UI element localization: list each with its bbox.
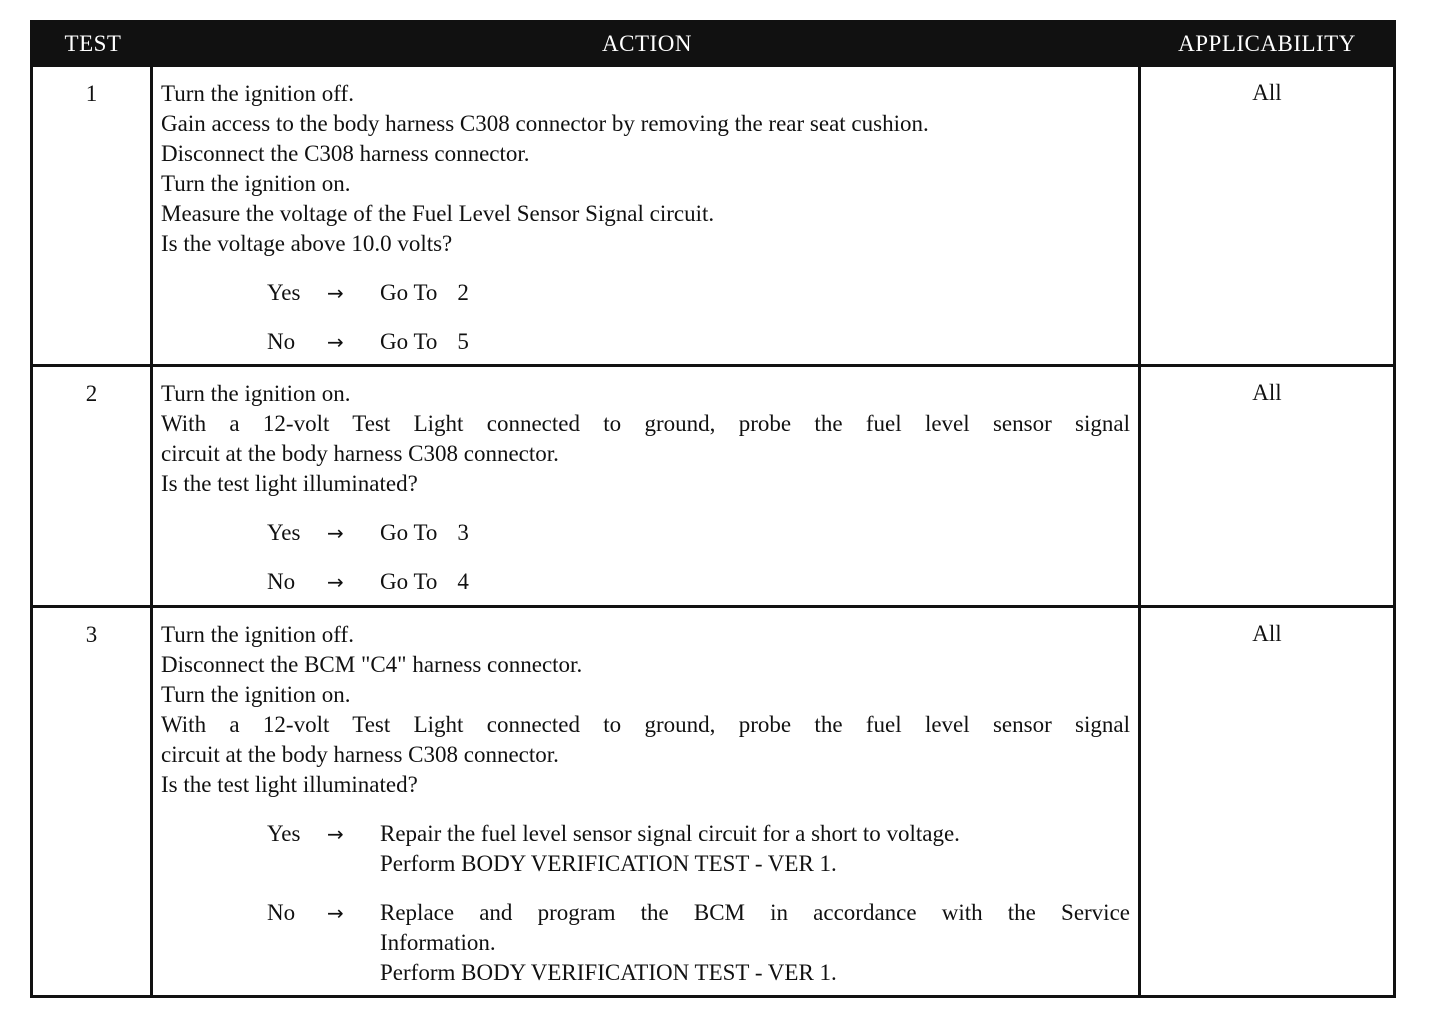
table-row — [33, 64, 1393, 364]
table-header — [33, 23, 1393, 64]
yes-branch — [267, 518, 1130, 548]
action-line: Turn the ignition off. — [161, 622, 354, 647]
header-action: ACTION — [602, 30, 692, 56]
goto-label: Go To — [380, 569, 438, 594]
action-line: Is the test light illuminated? — [161, 772, 418, 797]
outcome-line: Perform BODY VERIFICATION TEST - VER 1. — [380, 851, 837, 876]
yes-branch — [267, 819, 1130, 879]
no-branch — [267, 327, 1130, 357]
no-label: No — [267, 900, 296, 925]
goto-instruction — [380, 567, 469, 597]
test-number: 3 — [33, 608, 153, 995]
yes-label: Yes — [267, 821, 301, 846]
action-line: Measure the voltage of the Fuel Level Sensor Signal circuit. — [161, 201, 715, 226]
arrow-right-icon: → — [327, 330, 344, 354]
goto-label: Go To — [380, 280, 438, 305]
goto-instruction — [380, 278, 469, 308]
goto-target: 5 — [457, 329, 469, 354]
goto-label: Go To — [380, 520, 438, 545]
action-line: With a 12-volt Test Light connected to ground, probe the fuel level sensor signal — [161, 411, 1130, 436]
test-number: 2 — [33, 367, 153, 605]
action-line: With a 12-volt Test Light connected to ground, probe the fuel level sensor signal — [161, 712, 1130, 737]
action-line: Is the voltage above 10.0 volts? — [161, 231, 453, 256]
action-line: Turn the ignition on. — [161, 381, 351, 406]
action-cell — [153, 608, 1141, 995]
goto-instruction — [380, 518, 469, 548]
table-row — [33, 364, 1393, 605]
action-line: circuit at the body harness C308 connector. — [161, 441, 559, 466]
no-outcome — [380, 898, 1130, 988]
action-cell — [153, 67, 1141, 364]
no-branch — [267, 567, 1130, 597]
arrow-right-icon: → — [327, 822, 344, 846]
goto-target: 2 — [457, 280, 469, 305]
outcome-line: Replace and program the BCM in accordance with the Service — [380, 900, 1130, 925]
action-line: circuit at the body harness C308 connector. — [161, 742, 559, 767]
outcome-line: Information. — [380, 930, 496, 955]
action-line: Turn the ignition on. — [161, 682, 351, 707]
arrow-right-icon: → — [327, 281, 344, 305]
action-line: Is the test light illuminated? — [161, 471, 418, 496]
applicability-value: All — [1252, 80, 1282, 105]
no-label: No — [267, 329, 296, 354]
outcome-line: Repair the fuel level sensor signal circuit for a short to voltage. — [380, 821, 960, 846]
header-applicability: APPLICABILITY — [1178, 30, 1356, 56]
test-number: 1 — [33, 67, 153, 364]
no-branch — [267, 898, 1130, 988]
header-test: TEST — [64, 30, 122, 56]
yes-label: Yes — [267, 280, 301, 305]
table-row — [33, 605, 1393, 995]
action-line: Disconnect the BCM "C4" harness connector. — [161, 652, 583, 677]
outcome-line: Perform BODY VERIFICATION TEST - VER 1. — [380, 960, 837, 985]
goto-target: 3 — [457, 520, 469, 545]
action-cell — [153, 367, 1141, 605]
action-line: Turn the ignition off. — [161, 81, 354, 106]
no-label: No — [267, 569, 296, 594]
action-line: Disconnect the C308 harness connector. — [161, 141, 530, 166]
yes-label: Yes — [267, 520, 301, 545]
yes-branch — [267, 278, 1130, 308]
goto-label: Go To — [380, 329, 438, 354]
goto-instruction — [380, 327, 469, 357]
action-line: Gain access to the body harness C308 connector by removing the rear seat cushion. — [161, 111, 929, 136]
arrow-right-icon: → — [327, 521, 344, 545]
yes-outcome — [380, 819, 960, 879]
applicability-value: All — [1252, 380, 1282, 405]
arrow-right-icon: → — [327, 570, 344, 594]
goto-target: 4 — [457, 569, 469, 594]
applicability-value: All — [1252, 621, 1282, 646]
arrow-right-icon: → — [327, 901, 344, 925]
diagnostic-test-table — [30, 20, 1396, 998]
action-line: Turn the ignition on. — [161, 171, 351, 196]
